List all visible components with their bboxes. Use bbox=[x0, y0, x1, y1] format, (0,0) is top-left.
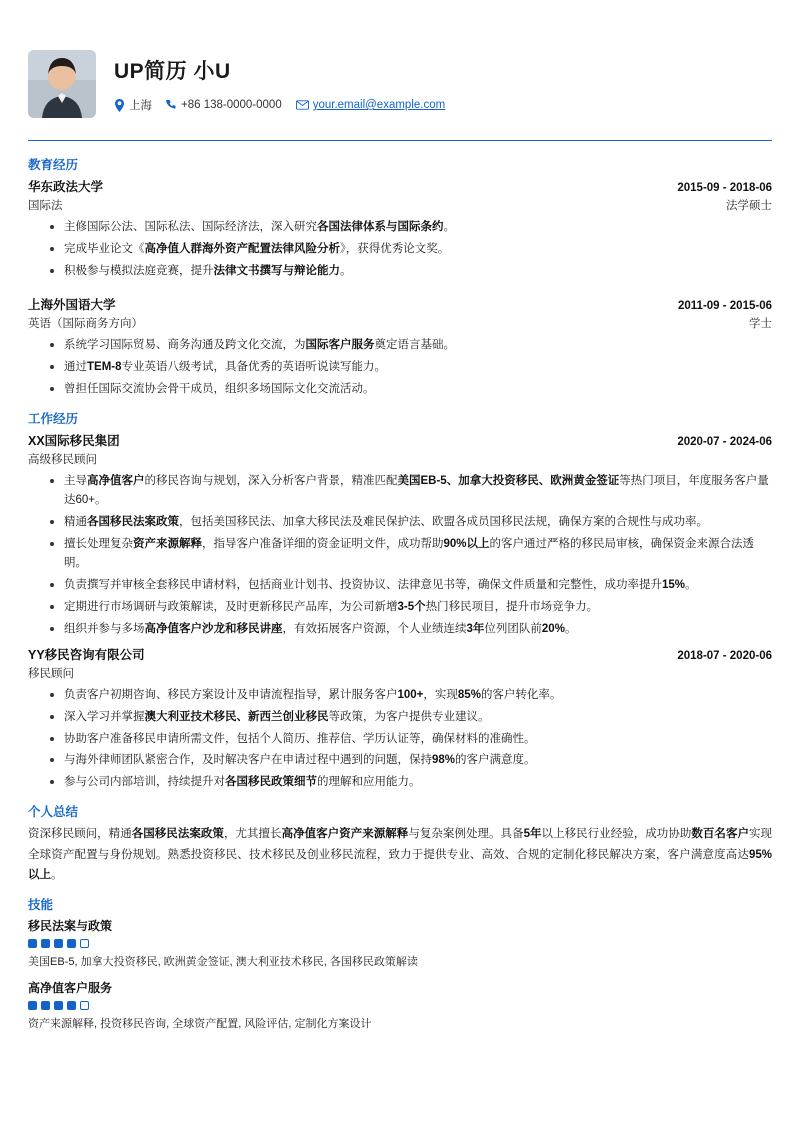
skill-item bbox=[28, 979, 772, 1034]
education-degree: 法学硕士 bbox=[726, 200, 772, 212]
header-divider bbox=[28, 140, 772, 141]
rating-dot bbox=[80, 939, 89, 948]
list-item: 与海外律师团队紧密合作，及时解决客户在申请过程中遇到的问题，保持98%的客户满意度。 bbox=[50, 751, 772, 770]
work-role: 移民顾问 bbox=[28, 667, 74, 680]
rating-dot bbox=[80, 1001, 89, 1010]
work-company: YY移民咨询有限公司 bbox=[28, 647, 145, 662]
skill-item bbox=[28, 917, 772, 972]
section-title-skills: 技能 bbox=[28, 897, 54, 912]
section-education bbox=[28, 155, 772, 399]
education-degree: 学士 bbox=[749, 317, 772, 330]
work-entry bbox=[28, 431, 772, 639]
list-item: 负责客户初期咨询、移民方案设计及申请流程指导，累计服务客户100+，实现85%的客户转化率。 bbox=[50, 686, 772, 705]
skill-description: 美国EB-5, 加拿大投资移民, 欧洲黄金签证, 澳大利亚技术移民, 各国移民政策解读 bbox=[28, 955, 418, 968]
education-major: 国际法 bbox=[28, 200, 63, 212]
work-entry bbox=[28, 645, 772, 793]
rating-dot bbox=[67, 939, 76, 948]
list-item: 通过TEM-8专业英语八级考试，具备优秀的英语听说读写能力。 bbox=[50, 358, 772, 377]
summary-text: 资深移民顾问，精通各国移民法案政策，尤其擅长高净值客户资产来源解释与复杂案例处理。具备5年以上移民行业经验，成功协助数百名客户实现全球资产配置与身份规划。熟悉投资移民、技术移民及创业移民流程，致力于提供专业、高效、合规的定制化移民解决方案，客户满意度高达95%以上。 bbox=[28, 828, 773, 881]
education-date: 2015-09 - 2018-06 bbox=[677, 182, 772, 194]
avatar bbox=[28, 50, 96, 118]
skill-description: 资产来源解释, 投资移民咨询, 全球资产配置, 风险评估, 定制化方案设计 bbox=[28, 1018, 372, 1031]
rating-dot bbox=[28, 939, 37, 948]
envelope-icon bbox=[296, 100, 309, 110]
list-item: 积极参与模拟法庭竞赛，提升法律文书撰写与辩论能力。 bbox=[50, 262, 772, 281]
section-title-work: 工作经历 bbox=[28, 411, 79, 426]
contact-phone-text: +86 138-0000-0000 bbox=[181, 99, 282, 111]
education-entry bbox=[28, 177, 772, 281]
list-item: 负责撰写并审核全套移民申请材料，包括商业计划书、投资协议、法律意见书等，确保文件质量和完整性，成功率提升15%。 bbox=[50, 576, 772, 595]
education-school: 华东政法大学 bbox=[28, 180, 104, 194]
contact-phone bbox=[166, 99, 282, 111]
work-date: 2020-07 - 2024-06 bbox=[677, 435, 772, 448]
education-bullets bbox=[28, 218, 772, 281]
list-item: 完成毕业论文《高净值人群海外资产配置法律风险分析》，获得优秀论文奖。 bbox=[50, 240, 772, 259]
education-date: 2011-09 - 2015-06 bbox=[678, 299, 772, 312]
work-date: 2018-07 - 2020-06 bbox=[677, 649, 772, 662]
header-text bbox=[114, 55, 772, 113]
section-title-summary: 个人总结 bbox=[28, 805, 79, 820]
list-item: 深入学习并掌握澳大利亚技术移民、新西兰创业移民等政策，为客户提供专业建议。 bbox=[50, 708, 772, 727]
work-role: 高级移民顾问 bbox=[28, 453, 97, 466]
contact-email[interactable] bbox=[296, 99, 445, 111]
contact-email-text[interactable]: your.email@example.com bbox=[312, 99, 446, 111]
education-school: 上海外国语大学 bbox=[28, 297, 116, 312]
contact-location bbox=[114, 97, 152, 113]
rating-dot bbox=[54, 1001, 63, 1010]
list-item: 参与公司内部培训，持续提升对各国移民政策细节的理解和应用能力。 bbox=[50, 773, 772, 792]
education-entry bbox=[28, 295, 772, 399]
list-item: 精通各国移民法案政策，包括美国移民法、加拿大移民法及难民保护法、欧盟各成员国移民法规，确保方案的合规性与成功率。 bbox=[50, 513, 772, 532]
location-pin-icon bbox=[114, 99, 125, 112]
list-item: 主导高净值客户的移民咨询与规划，深入分析客户背景，精准匹配美国EB-5、加拿大投资移民、欧洲黄金签证等热门项目，年度服务客户量达60+。 bbox=[50, 472, 772, 510]
education-major: 英语（国际商务方向） bbox=[28, 317, 143, 330]
section-skills bbox=[28, 895, 772, 1034]
work-bullets bbox=[28, 686, 772, 793]
list-item: 协助客户准备移民申请所需文件，包括个人简历、推荐信、学历认证等，确保材料的准确性。 bbox=[50, 730, 772, 749]
section-summary bbox=[28, 802, 772, 884]
education-bullets bbox=[28, 336, 772, 399]
rating-dot bbox=[41, 1001, 50, 1010]
list-item: 组织并参与多场高净值客户沙龙和移民讲座，有效拓展客户资源，个人业绩连续3年位列团队前20%。 bbox=[50, 620, 772, 639]
list-item: 定期进行市场调研与政策解读，及时更新移民产品库，为公司新增3-5个热门移民项目，提升市场竞争力。 bbox=[50, 598, 772, 617]
contact-location-text: 上海 bbox=[129, 100, 152, 112]
contact-row bbox=[114, 97, 772, 113]
skill-name: 高净值客户服务 bbox=[28, 981, 113, 996]
rating-dot bbox=[41, 939, 50, 948]
rating-dot bbox=[54, 939, 63, 948]
list-item: 擅长处理复杂资产来源解释，指导客户准备详细的资金证明文件，成功帮助90%以上的客户通过严格的移民局审核，确保资金来源合法透明。 bbox=[50, 535, 772, 573]
work-bullets bbox=[28, 472, 772, 639]
skill-level-dots bbox=[28, 939, 772, 948]
work-company: XX国际移民集团 bbox=[28, 433, 120, 448]
list-item: 系统学习国际贸易、商务沟通及跨文化交流，为国际客户服务奠定语言基础。 bbox=[50, 336, 772, 355]
phone-icon bbox=[166, 99, 177, 111]
section-title-education: 教育经历 bbox=[28, 158, 79, 172]
list-item: 主修国际公法、国际私法、国际经济法，深入研究各国法律体系与国际条约。 bbox=[50, 218, 772, 237]
skill-name: 移民法案与政策 bbox=[28, 918, 113, 933]
rating-dot bbox=[67, 1001, 76, 1010]
skill-level-dots bbox=[28, 1001, 772, 1010]
section-work bbox=[28, 409, 772, 793]
list-item: 曾担任国际交流协会骨干成员，组织多场国际文化交流活动。 bbox=[50, 380, 772, 399]
resume-header bbox=[28, 40, 772, 140]
rating-dot bbox=[28, 1001, 37, 1010]
page-title: UP简历 小U bbox=[114, 60, 231, 83]
